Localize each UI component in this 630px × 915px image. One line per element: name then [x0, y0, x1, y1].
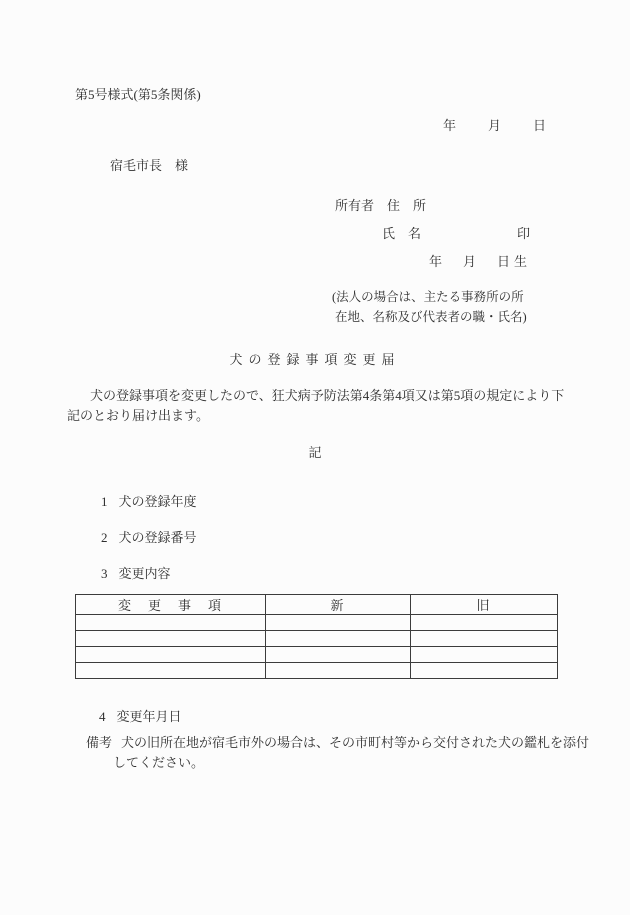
table-row — [76, 631, 558, 647]
table-row — [76, 615, 558, 631]
table-cell-empty — [411, 663, 558, 679]
table-cell-empty — [76, 615, 266, 631]
table-cell-empty — [411, 647, 558, 663]
table-row — [76, 647, 558, 663]
item-number: 3 — [101, 566, 108, 581]
remarks-label: 備考 — [86, 735, 113, 750]
section-marker: 記 — [308, 445, 322, 460]
table-cell-empty — [266, 663, 411, 679]
change-details-table — [75, 594, 558, 679]
form-number: 第5号様式(第5条関係) — [75, 87, 201, 102]
body-text-line2: 記のとおり届け出ます。 — [67, 408, 209, 423]
owner-name-label: 氏 名 — [382, 226, 422, 241]
remarks-line2: してください。 — [113, 755, 205, 770]
table-cell-empty — [76, 631, 266, 647]
document-title: 犬の登録事項変更届 — [229, 352, 401, 367]
table-cell-empty — [266, 615, 411, 631]
item-label: 犬の登録年度 — [118, 494, 197, 509]
item-label: 変更年月日 — [116, 709, 182, 724]
table-cell-empty — [411, 615, 558, 631]
item-number: 4 — [99, 709, 106, 724]
owner-birthdate-label: 年 月 日生 — [429, 254, 532, 269]
table-cell-empty — [411, 631, 558, 647]
header-new: 新 — [266, 595, 411, 615]
item-label: 犬の登録番号 — [118, 530, 197, 545]
table-header-row — [76, 595, 558, 615]
header-old: 旧 — [411, 595, 558, 615]
table-cell-empty — [266, 647, 411, 663]
table-cell-empty — [76, 647, 266, 663]
addressee: 宿毛市長 様 — [110, 158, 189, 173]
body-text-line1: 犬の登録事項を変更したので、狂犬病予防法第4条第4項又は第5項の規定により下 — [90, 388, 565, 403]
list-item-3 — [88, 554, 171, 593]
corporate-note-line2: 在地、名称及び代表者の職・氏名) — [335, 310, 527, 324]
item-number: 2 — [101, 530, 108, 545]
date-line: 年 月 日 — [443, 118, 549, 133]
seal-label: 印 — [517, 226, 531, 241]
owner-address-label: 所有者 住 所 — [335, 198, 427, 213]
table-cell-empty — [76, 663, 266, 679]
header-change-item: 変 更 事 項 — [76, 595, 266, 615]
remarks-line1: 犬の旧所在地が宿毛市外の場合は、その市町村等から交付された犬の鑑札を添付 — [121, 735, 590, 750]
list-item-2 — [88, 518, 197, 557]
corporate-note-line1: (法人の場合は、主たる事務所の所 — [332, 290, 524, 304]
table-row — [76, 663, 558, 679]
item-number: 1 — [101, 494, 108, 509]
list-item-4 — [86, 697, 182, 736]
table-cell-empty — [266, 631, 411, 647]
item-label: 変更内容 — [118, 566, 171, 581]
list-item-1 — [88, 482, 197, 521]
